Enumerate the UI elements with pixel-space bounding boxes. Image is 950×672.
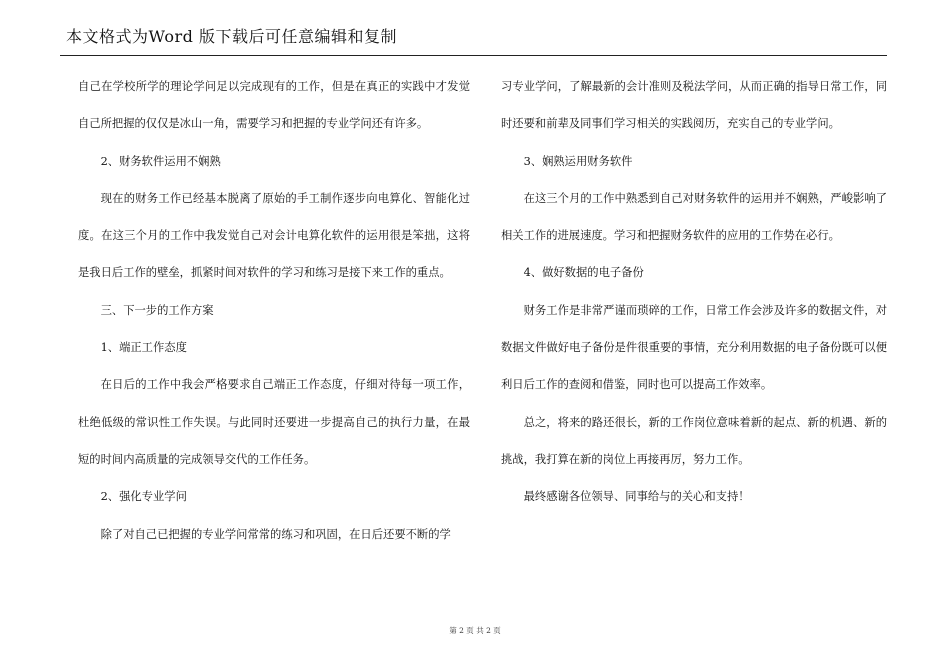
section-subheading: 3、娴熟运用财务软件 [523,154,633,168]
left-text-column [78,68,470,553]
right-text-column [501,68,887,516]
section-subheading: 1、端正工作态度 [100,341,187,355]
section-subheading: 4、做好数据的电子备份 [523,266,644,280]
section-subheading: 2、财务软件运用不娴熟 [100,154,221,168]
paragraph: 除了对自己已把握的专业学问常常的练习和巩固，在日后还要不断的学 [100,527,451,541]
section-heading: 三、下一步的工作方案 [100,303,214,317]
section-subheading: 2、强化专业学问 [100,490,187,504]
paragraph: 在日后的工作中我会严格要求自己端正工作态度，仔细对待每一项工作，杜绝低级的常识性工作失误。与此同时还要进一步提高自己的执行力量，在最短的时间内高质量的完成领导交代的工作任务。 [78,378,470,466]
page-number-footer: 第 2 页 共 2 页 [449,626,501,635]
paragraph: 总之，将来的路还很长，新的工作岗位意味着新的起点、新的机遇、新的挑战，我打算在新的岗位上再接再厉，努力工作。 [501,415,887,466]
paragraph: 自己在学校所学的理论学问足以完成现有的工作，但是在真正的实践中才发觉自己所把握的仅仅是冰山一角，需要学习和把握的专业学问还有许多。 [78,80,470,131]
paragraph: 现在的财务工作已经基本脱离了原始的手工制作逐步向电算化、智能化过度。在这三个月的工作中我发觉自己对会计电算化软件的运用很是笨拙，这将是我日后工作的壁垒，抓紧时间对软件的学习和练习是接下来工作的重点。 [78,191,470,280]
header-divider [60,55,887,56]
paragraph: 财务工作是非常严谨而琐碎的工作，日常工作会涉及许多的数据文件，对数据文件做好电子备份是件很重要的事情，充分利用数据的电子备份既可以便利日后工作的查阅和借鉴，同时也可以提高工作效率。 [501,303,887,392]
paragraph: 习专业学问，了解最新的会计准则及税法学问，从而正确的指导日常工作，同时还要和前辈及同事们学习相关的实践阅历，充实自己的专业学问。 [501,80,887,131]
paragraph: 在这三个月的工作中熟悉到自己对财务软件的运用并不娴熟，严峻影响了相关工作的进展速度。学习和把握财务软件的应用的工作势在必行。 [501,191,887,243]
document-header-title: 本文格式为Word 版下载后可任意编辑和复制 [66,27,397,46]
paragraph: 最终感谢各位领导、同事给与的关心和支持！ [523,490,750,504]
